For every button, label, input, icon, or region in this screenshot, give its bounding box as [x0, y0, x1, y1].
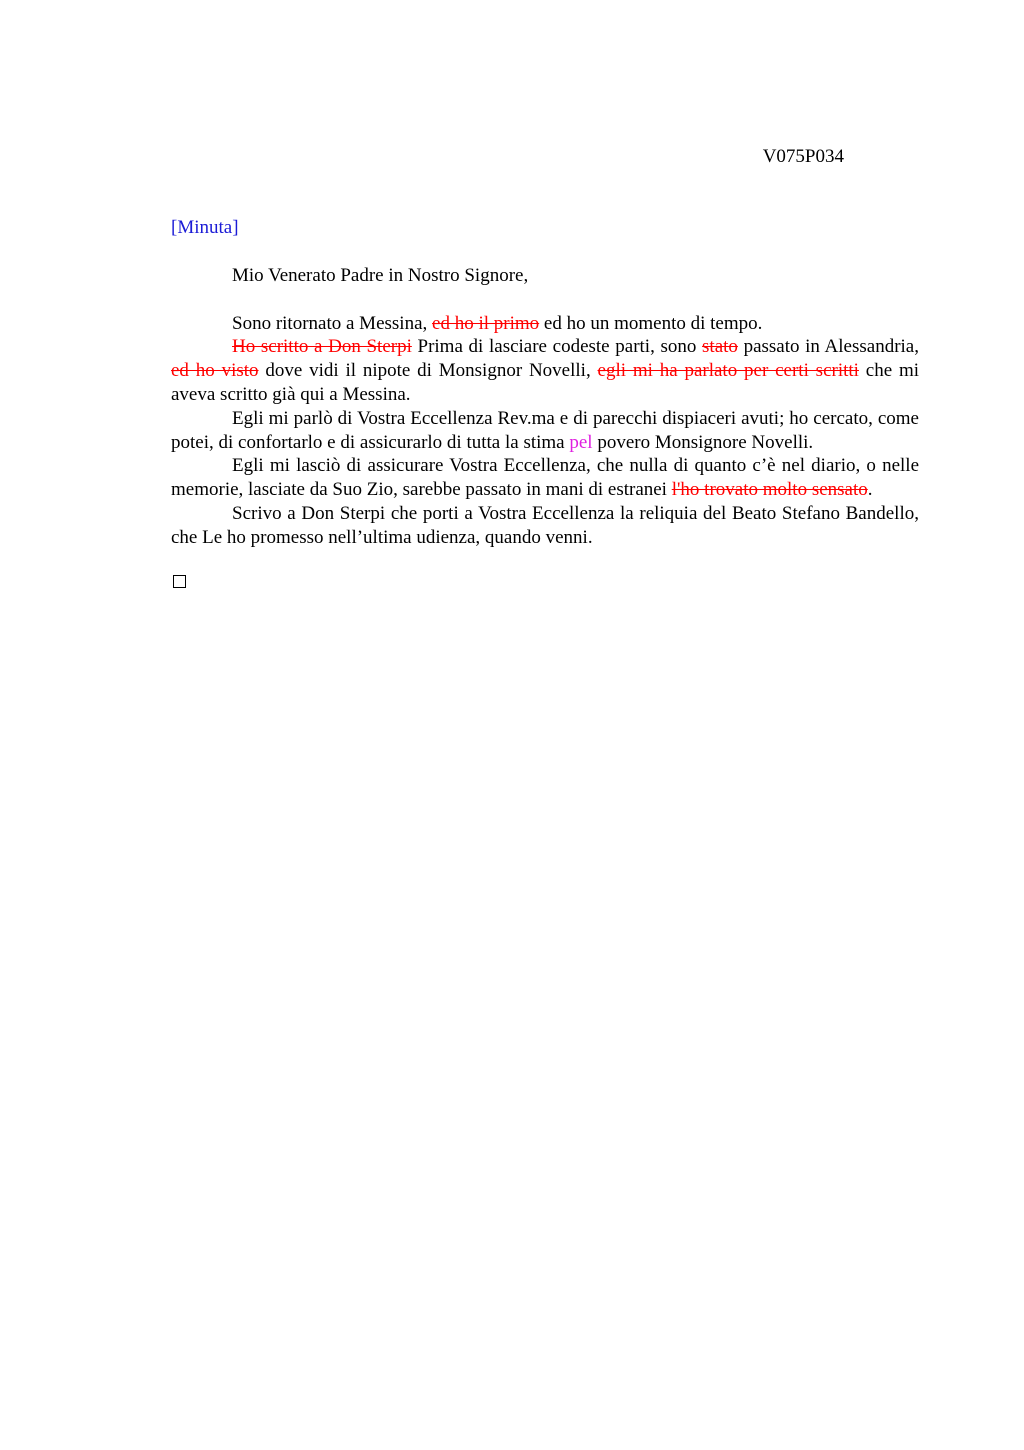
letter-paragraph	[171, 335, 919, 406]
text-segment: povero Monsignore Novelli.	[592, 431, 814, 453]
text-segment: Prima di lasciare codeste parti, sono	[411, 336, 703, 358]
letter-paragraph	[171, 312, 919, 336]
deleted-text: egli mi ha parlato per certi scritti	[597, 360, 859, 382]
deleted-text: stato	[702, 336, 738, 358]
letter-paragraph	[171, 407, 919, 455]
text-segment: dove vidi il nipote di Monsignor Novelli,	[258, 360, 598, 382]
document-id: V075P034	[762, 146, 844, 167]
letter-paragraph	[171, 502, 919, 550]
letter-paragraph	[171, 454, 919, 502]
deleted-text: Ho scritto a Don Sterpi	[232, 336, 412, 358]
document-body	[171, 216, 919, 588]
text-segment: ed ho un momento di tempo.	[539, 312, 763, 334]
text-segment: Egli mi parlò di Vostra Eccellenza Rev.ma e di parecchi dispiaceri avuti; ho cercato, come potei, di confortarlo e di assicurarlo di tutta la stima	[171, 407, 919, 453]
square-outline-icon	[173, 575, 186, 588]
text-segment: che mi aveva scritto già qui a Messina.	[171, 360, 920, 405]
deleted-text: l'ho trovato molto sensato	[671, 479, 868, 501]
text-segment: .	[867, 479, 873, 501]
text-segment: Sono ritornato a Messina,	[232, 312, 433, 334]
text-segment: passato in Alessandria,	[737, 336, 919, 358]
deleted-text: ed ho il primo	[432, 312, 540, 334]
inserted-text: pel	[569, 431, 593, 453]
letter-paragraphs	[171, 312, 919, 550]
salutation: Mio Venerato Padre in Nostro Signore,	[232, 264, 529, 286]
minuta-label: [Minuta]	[171, 217, 239, 238]
text-segment: Scrivo a Don Sterpi che porti a Vostra Eccellenza la reliquia del Beato Stefano Bandello, che Le ho promesso nell’ultima udienza, quando venni.	[171, 502, 919, 548]
text-segment: Egli mi lasciò di assicurare Vostra Eccellenza, che nulla di quanto c’è nel diario, o nelle memorie, lasciate da Suo Zio, sarebbe passato in mani di estranei	[171, 455, 919, 501]
deleted-text: ed ho visto	[171, 360, 259, 382]
